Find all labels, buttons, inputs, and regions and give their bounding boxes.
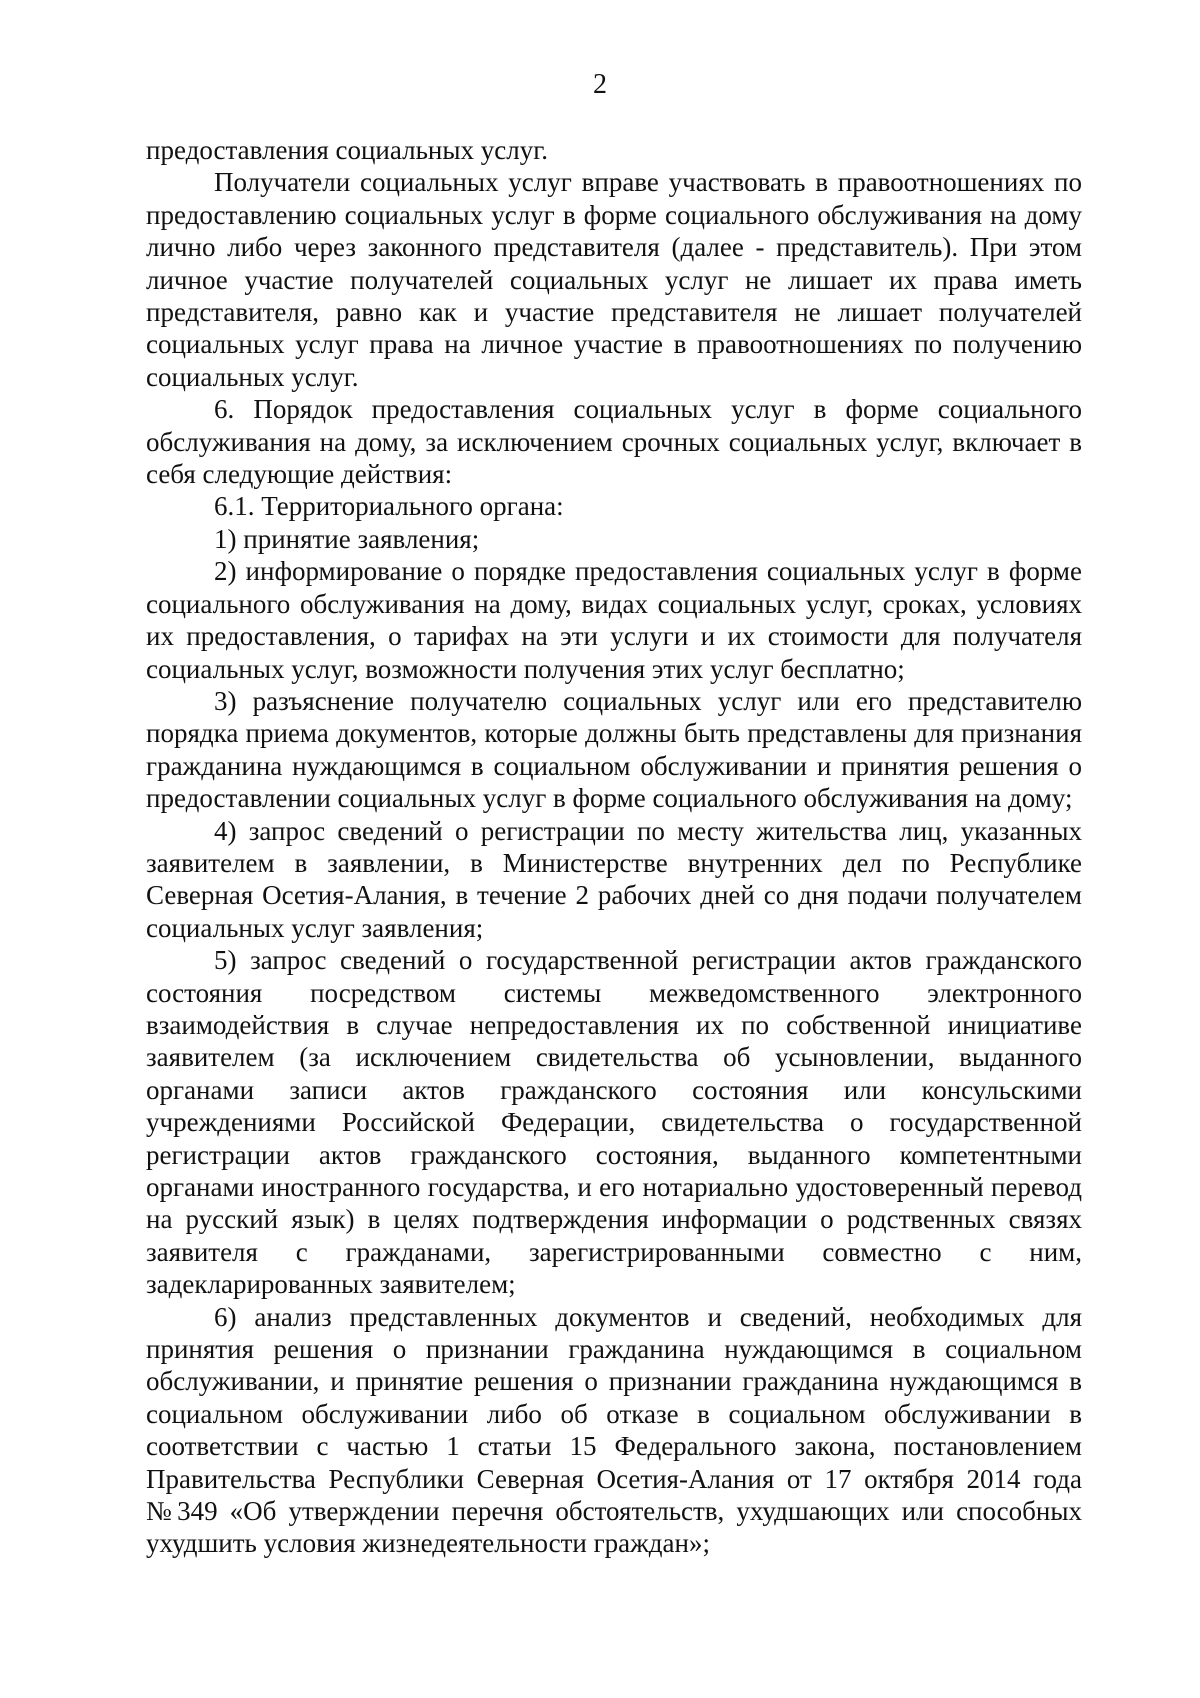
document-body bbox=[146, 134, 1082, 1560]
page-number: 2 bbox=[593, 69, 607, 100]
paragraph-section-6: 6. Порядок предоставления социальных услуг в форме социального обслуживания на дому, за исключением срочных социальных услуг, включает в себя следующие действия: bbox=[146, 394, 1082, 490]
list-item-3: 3) разъяснение получателю социальных услуг или его представителю порядка приема документов, которые должны быть представлены для признания гражданина нуждающимся в социальном обслуживании и принятия решения о предоставлении социальных услуг в форме социального обслуживания на дому; bbox=[146, 685, 1082, 814]
paragraph-section-6-1: 6.1. Территориального органа: bbox=[214, 491, 564, 522]
list-item-4: 4) запрос сведений о регистрации по месту жительства лиц, указанных заявителем в заявлении, в Министерстве внутренних дел по Республике Северная Осетия-Алания, в течение 2 рабочих дней со дня подачи получателем социальных услуг заявления; bbox=[146, 815, 1082, 943]
paragraph-continuation: предоставления социальных услуг. bbox=[146, 135, 548, 165]
list-item-6: 6) анализ представленных документов и сведений, необходимых для принятия решения о признании гражданина нуждающимся в социальном обслуживании, и принятие решения о признании гражданина нуждающимся в социальном обслуживании либо об отказе в социальном обслуживании в соответствии с частью 1 статьи 15 Федерального закона, постановлением Правительства Республики Северная Осетия-Алания от 17 октября 2014 года №349 «Об утверждении перечня обстоятельств, ухудшающих или способных ухудшить условия жизнедеятельности граждан»; bbox=[146, 1301, 1082, 1559]
list-item-2: 2) информирование о порядке предоставления социальных услуг в форме социального обслуживания на дому, видах социальных услуг, сроках, условиях их предоставления, о тарифах на эти услуги и их стоимости для получателя социальных услуг, возможности получения этих услуг бесплатно; bbox=[146, 556, 1082, 684]
list-item-5: 5) запрос сведений о государственной регистрации актов гражданского состояния посредством системы межведомственного электронного взаимодействия в случае непредоставления их по собственной инициативе заявителем (за исключением свидетельства об усыновлении, выданного органами записи актов гражданского состояния или консульскими учреждениями Российской Федерации, свидетельства о государственной регистрации актов гражданского состояния, выданного компетентными органами иностранного государства, и его нотариально удостоверенный перевод на русский язык) в целях подтверждения информации о родственных связях заявителя с гражданами, зарегистрированными совместно с ним, задекларированных заявителем; bbox=[146, 945, 1082, 1300]
list-item-1: 1) принятие заявления; bbox=[214, 523, 480, 554]
paragraph-recipients-rights: Получатели социальных услуг вправе участвовать в правоотношениях по предоставлению социальных услуг в форме социального обслуживания на дому лично либо через законного представителя (далее - представитель). При этом личное участие получателей социальных услуг не лишает их права иметь представителя, равно как и участие представителя не лишает получателей социальных услуг права на личное участие в правоотношениях по получению социальных услуг. bbox=[146, 167, 1082, 392]
